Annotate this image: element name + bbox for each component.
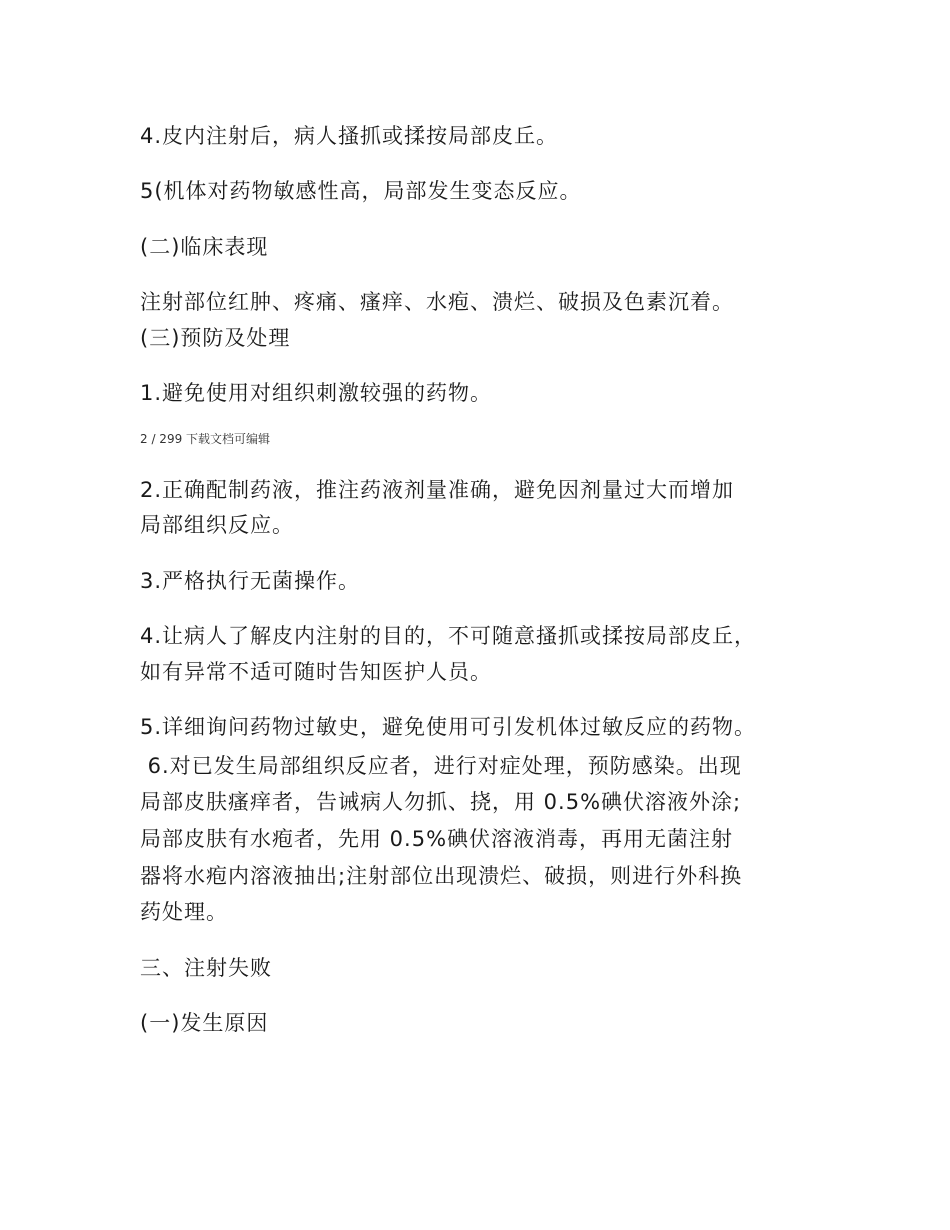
section-heading: (三)预防及处理 xyxy=(140,326,291,350)
text-line: 局部组织反应。 xyxy=(140,513,294,537)
text-line: 注射部位红肿、疼痛、瘙痒、水疱、溃烂、破损及色素沉着。 xyxy=(140,290,734,314)
text-line: 1.避免使用对组织刺激较强的药物。 xyxy=(140,381,493,405)
page-number-note: 2 / 299 下载文档可编辑 xyxy=(140,432,271,446)
section-heading: (二)临床表现 xyxy=(140,235,269,259)
section-heading: (一)发生原因 xyxy=(140,1011,269,1035)
text-line: 2.正确配制药液，推注药液剂量准确，避免因剂量过大而增加 xyxy=(140,478,735,502)
text-line: 局部皮肤瘙痒者，告诫病人勿抓、挠，用 0.5%碘伏溶液外涂; xyxy=(140,790,742,814)
text-line: 局部皮肤有水疱者，先用 0.5%碘伏溶液消毒，再用无菌注射 xyxy=(140,827,734,851)
text-line: 4.皮内注射后，病人搔抓或揉按局部皮丘。 xyxy=(140,124,559,148)
text-line: 5(机体对药物敏感性高，局部发生变态反应。 xyxy=(140,179,582,203)
text-line: 4.让病人了解皮内注射的目的，不可随意搔抓或揉按局部皮丘， xyxy=(140,624,757,648)
text-line: 6.对已发生局部组织反应者，进行对症处理，预防感染。出现 xyxy=(140,754,742,778)
text-line: 器将水疱内溶液抽出;注射部位出现溃烂、破损，则进行外科换 xyxy=(140,864,743,888)
text-line: 如有异常不适可随时告知医护人员。 xyxy=(140,660,492,684)
text-line: 药处理。 xyxy=(140,900,228,924)
section-heading: 三、注射失败 xyxy=(140,956,272,980)
text-line: 3.严格执行无菌操作。 xyxy=(140,569,361,593)
text-line: 5.详细询问药物过敏史，避免使用可引发机体过敏反应的药物。 xyxy=(140,715,757,739)
